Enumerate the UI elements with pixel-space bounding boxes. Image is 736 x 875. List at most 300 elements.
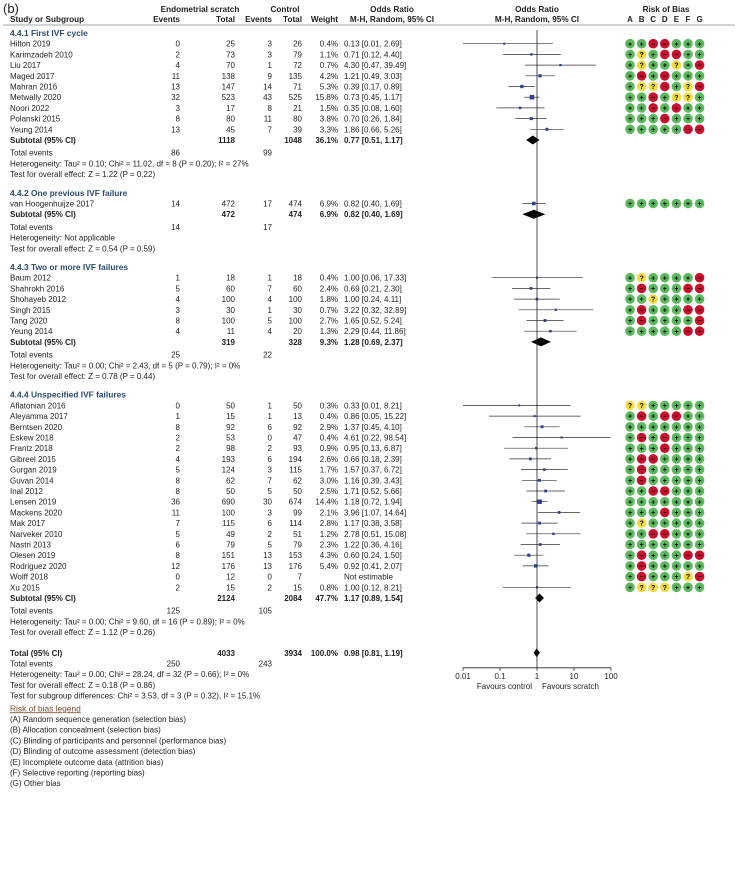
rob-a-symbol: + xyxy=(627,499,633,507)
x-tick-label: 0.1 xyxy=(494,671,506,681)
rob-f-symbol: − xyxy=(685,328,691,336)
rob-b-symbol: + xyxy=(639,41,644,49)
rob-e-symbol: + xyxy=(674,584,679,592)
rob-f-symbol: − xyxy=(685,126,691,134)
scratch-events: 2 xyxy=(175,433,180,443)
rob-d-symbol: + xyxy=(662,318,667,326)
rob-g-symbol: − xyxy=(697,318,702,326)
rob-legend-item: (D) Blinding of outcome assessment (detection bias) xyxy=(10,747,196,757)
favours-control-label: Favours control xyxy=(476,681,532,691)
rob-e-symbol: + xyxy=(674,116,679,124)
subgroup-title: 4.4.3 Two or more IVF failures xyxy=(10,262,129,272)
study-weight: 0.4% xyxy=(319,39,338,49)
rob-f-symbol: − xyxy=(685,307,691,315)
rob-header: Risk of Bias xyxy=(642,5,690,14)
rob-c-symbol: + xyxy=(651,126,656,134)
scratch-events: 4 xyxy=(175,327,180,337)
study-name: Lensen 2019 xyxy=(10,497,57,507)
control-events: 9 xyxy=(267,71,272,81)
control-total: 50 xyxy=(293,401,302,411)
control-total: 92 xyxy=(293,422,302,432)
study-name: Yeung 2014 xyxy=(10,125,53,135)
study-weight: 3.0% xyxy=(319,476,338,486)
rob-b-symbol: ? xyxy=(639,84,644,92)
weight-header: Weight xyxy=(310,15,338,24)
rob-a-symbol: + xyxy=(627,488,633,496)
rob-b-symbol: + xyxy=(639,510,644,517)
study-weight: 5.4% xyxy=(319,561,338,571)
study-weight: 1.3% xyxy=(319,327,338,337)
study-ci: 0.69 [0.21, 2.30] xyxy=(344,284,402,294)
study-name: Tang 2020 xyxy=(10,316,48,326)
subtotal-weight: 36.1% xyxy=(315,136,338,145)
rob-a-symbol: ? xyxy=(627,403,633,410)
subtotal-scratch-total: 1118 xyxy=(218,136,235,145)
rob-c-symbol: + xyxy=(651,424,656,432)
rob-a-symbol: + xyxy=(627,73,633,81)
rob-g-symbol: + xyxy=(697,201,702,209)
study-weight: 15.8% xyxy=(315,93,338,103)
study-ci: 0.66 [0.18, 2.39] xyxy=(344,454,402,464)
rob-c-symbol: + xyxy=(651,445,656,453)
rob-a-symbol: + xyxy=(627,307,633,315)
rob-b-symbol: + xyxy=(639,126,644,134)
control-total: 135 xyxy=(288,71,302,81)
control-events: 13 xyxy=(263,561,272,571)
control-events: 3 xyxy=(267,50,272,60)
rob-e-symbol: + xyxy=(674,435,679,443)
x-tick-label: 1 xyxy=(534,671,540,681)
rob-b-symbol: ? xyxy=(639,403,644,410)
rob-a-symbol: + xyxy=(627,286,633,293)
rob-d-symbol: + xyxy=(662,456,667,464)
control-events: 1 xyxy=(267,61,272,71)
rob-d-symbol: + xyxy=(662,126,667,134)
rob-e-symbol: + xyxy=(674,488,679,496)
rob-b-symbol: − xyxy=(639,467,644,475)
rob-legend-title: Risk of bias legend xyxy=(10,703,81,714)
control-total: 51 xyxy=(293,529,302,539)
study-ci: Not estimable xyxy=(344,572,393,582)
study-weight: 1.8% xyxy=(319,295,338,305)
subtotal-scratch-total: 2124 xyxy=(217,594,235,603)
scratch-total: 138 xyxy=(221,71,235,81)
rob-d-symbol: − xyxy=(662,435,667,443)
control-total: 30 xyxy=(293,305,302,315)
rob-g-symbol: + xyxy=(697,563,702,571)
control-events: 0 xyxy=(267,433,272,443)
overall-effect-text: Test for overall effect: Z = 1.12 (P = 0.26) xyxy=(10,628,156,638)
scratch-total: 472 xyxy=(221,199,235,209)
total-events-label: Total events xyxy=(10,350,53,360)
subgroup-title: 4.4.4 Unspecified IVF failures xyxy=(10,389,126,400)
rob-a-symbol: + xyxy=(627,563,633,571)
rob-e-symbol: + xyxy=(674,318,679,326)
rob-a-symbol: + xyxy=(627,328,633,336)
point-estimate xyxy=(529,457,532,460)
control-events: 11 xyxy=(263,114,272,124)
scratch-events: 4 xyxy=(175,295,180,305)
rob-f-symbol: + xyxy=(685,318,691,326)
rob-legend-item: (B) Allocation concealment (selection bias) xyxy=(10,725,161,735)
study-name: Aflatonian 2016 xyxy=(10,401,66,411)
subtotal-label: Subtotal (95% CI) xyxy=(10,210,76,220)
control-total: 26 xyxy=(293,39,302,49)
point-estimate xyxy=(552,533,554,535)
scratch-events: 8 xyxy=(175,114,180,124)
study-weight: 2.7% xyxy=(319,316,338,326)
rob-g-symbol: + xyxy=(697,477,702,485)
rob-d-symbol: + xyxy=(662,477,667,485)
scratch-events: 13 xyxy=(171,125,180,135)
rob-e-symbol: + xyxy=(674,201,679,209)
control-total: 47 xyxy=(293,433,302,443)
rob-f-symbol: + xyxy=(685,413,691,421)
control-total: 100 xyxy=(288,316,302,326)
control-events: 0 xyxy=(267,572,272,582)
rob-d-symbol: + xyxy=(662,201,667,209)
rob-e-symbol: + xyxy=(674,286,679,293)
scratch-total: 15 xyxy=(226,583,235,593)
point-estimate xyxy=(527,554,530,557)
rob-b-symbol: − xyxy=(639,307,644,315)
study-name: Mackens 2020 xyxy=(10,508,63,518)
rob-column-g: G xyxy=(696,15,703,24)
control-total: 72 xyxy=(293,61,302,71)
rob-b-symbol: ? xyxy=(639,275,644,283)
rob-d-symbol: − xyxy=(662,84,667,92)
scratch-events: 3 xyxy=(175,305,180,315)
total2-header: Total xyxy=(283,15,302,24)
point-estimate xyxy=(530,53,532,55)
rob-b-symbol: ? xyxy=(639,584,644,592)
control-events: 5 xyxy=(267,487,272,496)
rob-a-symbol: + xyxy=(627,542,633,550)
control-events: 3 xyxy=(267,465,272,475)
overall-effect-text: Test for overall effect: Z = 0.78 (P = 0.44) xyxy=(10,372,156,381)
control-total: 114 xyxy=(289,519,302,529)
control-events: 1 xyxy=(267,273,272,283)
rob-e-symbol: + xyxy=(674,84,679,92)
rob-b-symbol: − xyxy=(639,574,644,582)
total1-header: Total xyxy=(216,15,235,24)
rob-d-symbol: + xyxy=(662,520,667,528)
rob-column-b: B xyxy=(638,15,645,24)
rob-c-symbol: + xyxy=(651,328,656,336)
rob-f-symbol: + xyxy=(685,445,691,453)
subtotal-control-total: 474 xyxy=(288,210,302,220)
rob-d-symbol: − xyxy=(662,116,667,124)
point-estimate xyxy=(539,543,542,546)
rob-f-symbol: + xyxy=(685,403,691,410)
scratch-events: 0 xyxy=(175,572,180,582)
rob-a-symbol: + xyxy=(627,424,633,432)
rob-f-symbol: + xyxy=(685,531,691,539)
study-ci: 0.39 [0.17, 0.89] xyxy=(344,82,402,92)
rob-g-symbol: + xyxy=(697,296,702,304)
study-ci: 0.95 [0.13, 6.87] xyxy=(344,444,402,454)
point-estimate xyxy=(538,522,541,525)
point-estimate xyxy=(538,479,541,482)
control-events: 1 xyxy=(267,401,272,411)
scratch-total: 690 xyxy=(221,497,235,507)
rob-f-symbol: − xyxy=(685,552,691,560)
study-name: Nastri 2013 xyxy=(10,540,51,550)
rob-c-symbol: + xyxy=(651,73,656,81)
study-name: Mahran 2016 xyxy=(10,82,58,92)
scratch-total: 73 xyxy=(226,50,235,60)
rob-b-symbol: + xyxy=(639,105,644,113)
study-ci: 1.00 [0.12, 8.21] xyxy=(344,583,402,593)
scratch-events: 13 xyxy=(171,82,180,92)
overall-effect-text: Test for overall effect: Z = 1.22 (P = 0.22) xyxy=(10,170,156,180)
control-total: 79 xyxy=(293,50,302,60)
rob-e-symbol: + xyxy=(674,307,679,315)
rob-a-symbol: + xyxy=(627,94,633,102)
study-weight: 3.8% xyxy=(319,114,338,124)
rob-e-symbol: + xyxy=(674,445,679,453)
control-total: 474 xyxy=(288,199,302,209)
point-estimate xyxy=(558,511,561,514)
control-events: 4 xyxy=(267,327,272,337)
rob-c-symbol: + xyxy=(651,542,656,550)
rob-c-symbol: − xyxy=(651,456,656,464)
scratch-total: 176 xyxy=(221,561,235,571)
rob-f-symbol: + xyxy=(685,584,691,592)
subtotal-diamond xyxy=(535,594,544,603)
study-name: Mak 2017 xyxy=(10,519,46,529)
study-ci: 1.16 [0.39, 3.43] xyxy=(344,476,402,486)
rob-c-symbol: + xyxy=(651,52,656,59)
study-name: Shahrokh 2016 xyxy=(10,284,65,294)
study-ci: 3.22 [0.32, 32.89] xyxy=(344,305,407,315)
total-events-scratch: 25 xyxy=(171,350,180,360)
control-total: 194 xyxy=(288,454,302,464)
subtotal-weight: 9.3% xyxy=(319,337,338,347)
scratch-total: 98 xyxy=(226,444,235,454)
scratch-total: 100 xyxy=(221,295,235,305)
rob-g-symbol: + xyxy=(697,499,702,507)
control-events: 1 xyxy=(267,305,272,315)
rob-legend-item: (C) Blinding of participants and personnel (performance bias) xyxy=(10,736,227,746)
scratch-events: 0 xyxy=(175,39,180,49)
study-name: Rodriguez 2020 xyxy=(10,561,67,571)
control-events: 3 xyxy=(267,39,272,49)
study-weight: 2.9% xyxy=(319,422,338,432)
rob-a-symbol: + xyxy=(627,413,633,421)
study-ci: 0.82 [0.40, 1.69] xyxy=(344,199,402,209)
study-name: Yeung 2014 xyxy=(10,327,53,337)
total-events-label: Total events xyxy=(10,148,53,158)
rob-c-symbol: + xyxy=(651,286,656,293)
scratch-events: 0 xyxy=(175,401,180,411)
subtotal-ci: 1.17 [0.89, 1.54] xyxy=(344,594,403,603)
scratch-total: 49 xyxy=(226,529,235,539)
or-right-header: Odds Ratio xyxy=(515,5,559,14)
point-estimate xyxy=(543,468,546,471)
scratch-total: 124 xyxy=(221,465,235,475)
control-total: 39 xyxy=(293,125,302,135)
rob-c-symbol: ? xyxy=(651,296,656,304)
scratch-total: 193 xyxy=(221,454,235,464)
point-estimate xyxy=(555,309,557,311)
study-ci: 0.92 [0.41, 2.07] xyxy=(344,561,402,571)
control-total: 50 xyxy=(293,487,302,496)
study-weight: 0.4% xyxy=(319,273,338,283)
scratch-events: 5 xyxy=(175,529,180,539)
grand-overall-effect: Test for overall effect: Z = 0.18 (P = 0.86) xyxy=(10,680,156,690)
rob-f-symbol: + xyxy=(685,510,691,517)
rob-legend-item: (E) Incomplete outcome data (attrition bias) xyxy=(10,757,164,767)
study-weight: 2.6% xyxy=(319,454,338,464)
study-ci: 1.65 [0.52, 5.24] xyxy=(344,316,402,326)
rob-d-symbol: − xyxy=(662,73,667,81)
rob-a-symbol: + xyxy=(627,467,633,475)
control-total: 99 xyxy=(293,508,302,518)
control-total: 93 xyxy=(293,444,302,454)
study-ci: 1.22 [0.36, 4.16] xyxy=(344,540,402,550)
scratch-events: 32 xyxy=(171,93,180,103)
rob-f-symbol: + xyxy=(685,41,691,49)
rob-e-symbol: + xyxy=(674,126,679,134)
scratch-total: 17 xyxy=(226,103,235,113)
total-events-control: 99 xyxy=(263,148,272,158)
control-events: 30 xyxy=(263,497,272,507)
rob-g-symbol: − xyxy=(697,126,702,134)
control-events: 43 xyxy=(263,93,272,103)
rob-g-symbol: + xyxy=(697,435,702,443)
rob-f-symbol: + xyxy=(685,542,691,550)
subgroup-title: 4.4.1 First IVF cycle xyxy=(10,28,88,38)
rob-g-symbol: + xyxy=(697,584,702,592)
rob-e-symbol: + xyxy=(674,456,679,464)
rob-b-symbol: ? xyxy=(639,520,644,528)
scratch-events: 8 xyxy=(175,551,180,561)
point-estimate xyxy=(544,319,547,322)
scratch-events: 8 xyxy=(175,487,180,496)
rob-f-symbol: + xyxy=(685,275,691,283)
rob-c-symbol: + xyxy=(651,467,656,475)
study-name: Gurgan 2019 xyxy=(10,465,57,475)
control-total: 153 xyxy=(288,551,302,561)
rob-c-symbol: − xyxy=(651,41,656,49)
rob-e-symbol: + xyxy=(674,574,679,582)
rob-g-symbol: − xyxy=(697,328,702,336)
study-name: Shohayeb 2012 xyxy=(10,295,67,305)
subtotal-label: Subtotal (95% CI) xyxy=(10,594,76,603)
study-ci: 0.70 [0.26, 1.84] xyxy=(344,114,402,124)
subtotal-ci: 0.82 [0.40, 1.69] xyxy=(344,210,403,220)
rob-g-symbol: + xyxy=(697,94,702,102)
control-events: 2 xyxy=(267,583,272,593)
study-weight: 0.4% xyxy=(319,412,338,422)
study-name: Frantz 2018 xyxy=(10,444,53,454)
rob-b-symbol: − xyxy=(639,73,644,81)
control-events: 5 xyxy=(267,316,272,326)
point-estimate xyxy=(520,85,523,88)
rob-f-symbol: + xyxy=(685,435,691,443)
rob-d-symbol: − xyxy=(662,445,667,453)
rob-c-symbol: + xyxy=(651,201,656,209)
rob-c-symbol: ? xyxy=(651,584,656,592)
study-weight: 2.3% xyxy=(319,540,338,550)
rob-e-symbol: + xyxy=(674,403,679,410)
rob-c-symbol: + xyxy=(651,403,656,410)
scratch-events: 2 xyxy=(175,444,180,454)
rob-g-symbol: − xyxy=(697,307,702,315)
rob-b-symbol: + xyxy=(639,328,644,336)
subtotal-label: Subtotal (95% CI) xyxy=(10,337,76,347)
rob-b-symbol: + xyxy=(639,424,644,432)
study-ci: 1.00 [0.06, 17.33] xyxy=(344,273,407,283)
scratch-events: 6 xyxy=(175,540,180,550)
scratch-events: 8 xyxy=(175,476,180,486)
control-events: 1 xyxy=(267,412,272,422)
rob-f-symbol: + xyxy=(685,424,691,432)
subtotal-control-total: 328 xyxy=(288,337,302,347)
rob-e-symbol: + xyxy=(674,296,679,304)
grand-heterogeneity: Heterogeneity: Tau² = 0.00; Chi² = 28.24, df = 32 (P = 0.66); I² = 0% xyxy=(10,670,250,680)
control-total: 79 xyxy=(293,540,302,550)
study-weight: 0.4% xyxy=(319,433,338,443)
study-weight: 5.3% xyxy=(319,82,338,92)
rob-f-symbol: + xyxy=(685,62,691,70)
rob-d-symbol: + xyxy=(662,499,667,507)
rob-column-a: A xyxy=(627,15,633,24)
control-total: 674 xyxy=(288,497,302,507)
rob-f-symbol: + xyxy=(685,563,691,571)
rob-d-symbol: − xyxy=(662,488,667,496)
rob-f-symbol: + xyxy=(685,456,691,464)
rob-d-symbol: + xyxy=(662,296,667,304)
total-control-n: 3934 xyxy=(284,648,302,658)
control-total: 21 xyxy=(293,103,302,113)
control-total: 20 xyxy=(293,327,302,337)
control-total: 176 xyxy=(288,561,302,571)
rob-e-symbol: + xyxy=(674,424,679,432)
study-ci: 2.29 [0.44, 11.86] xyxy=(344,327,406,337)
scratch-events: 8 xyxy=(175,422,180,432)
study-weight: 2.8% xyxy=(319,519,338,529)
rob-d-symbol: − xyxy=(662,413,667,421)
rob-a-symbol: + xyxy=(627,510,633,517)
study-ci: 1.71 [0.52, 5.66] xyxy=(344,487,402,496)
rob-column-f: F xyxy=(685,15,691,24)
rob-b-symbol: − xyxy=(639,413,644,421)
study-weight: 14.4% xyxy=(315,497,338,507)
rob-c-symbol: + xyxy=(651,520,656,528)
rob-d-symbol: + xyxy=(662,403,667,410)
control-total: 525 xyxy=(288,93,302,103)
rob-c-symbol: + xyxy=(651,307,656,315)
scratch-events: 1 xyxy=(175,273,180,283)
point-estimate xyxy=(518,404,520,406)
scratch-total: 60 xyxy=(226,284,235,294)
rob-g-symbol: + xyxy=(697,105,702,113)
total-events-scratch: 125 xyxy=(166,606,180,616)
scratch-events: 11 xyxy=(171,508,180,518)
study-weight: 1.1% xyxy=(319,50,338,60)
scratch-total: 147 xyxy=(221,82,235,92)
study-ci: 1.00 [0.24, 4.11] xyxy=(344,295,402,305)
rob-e-symbol: + xyxy=(674,73,679,81)
rob-b-symbol: + xyxy=(639,499,644,507)
control-total: 13 xyxy=(293,412,302,422)
scratch-events: 2 xyxy=(175,50,180,60)
heterogeneity-text: Heterogeneity: Tau² = 0.10; Chi² = 11.02, df = 8 (P = 0.20); I² = 27% xyxy=(10,159,249,169)
study-weight: 4.2% xyxy=(319,71,338,81)
rob-a-symbol: + xyxy=(627,456,633,464)
